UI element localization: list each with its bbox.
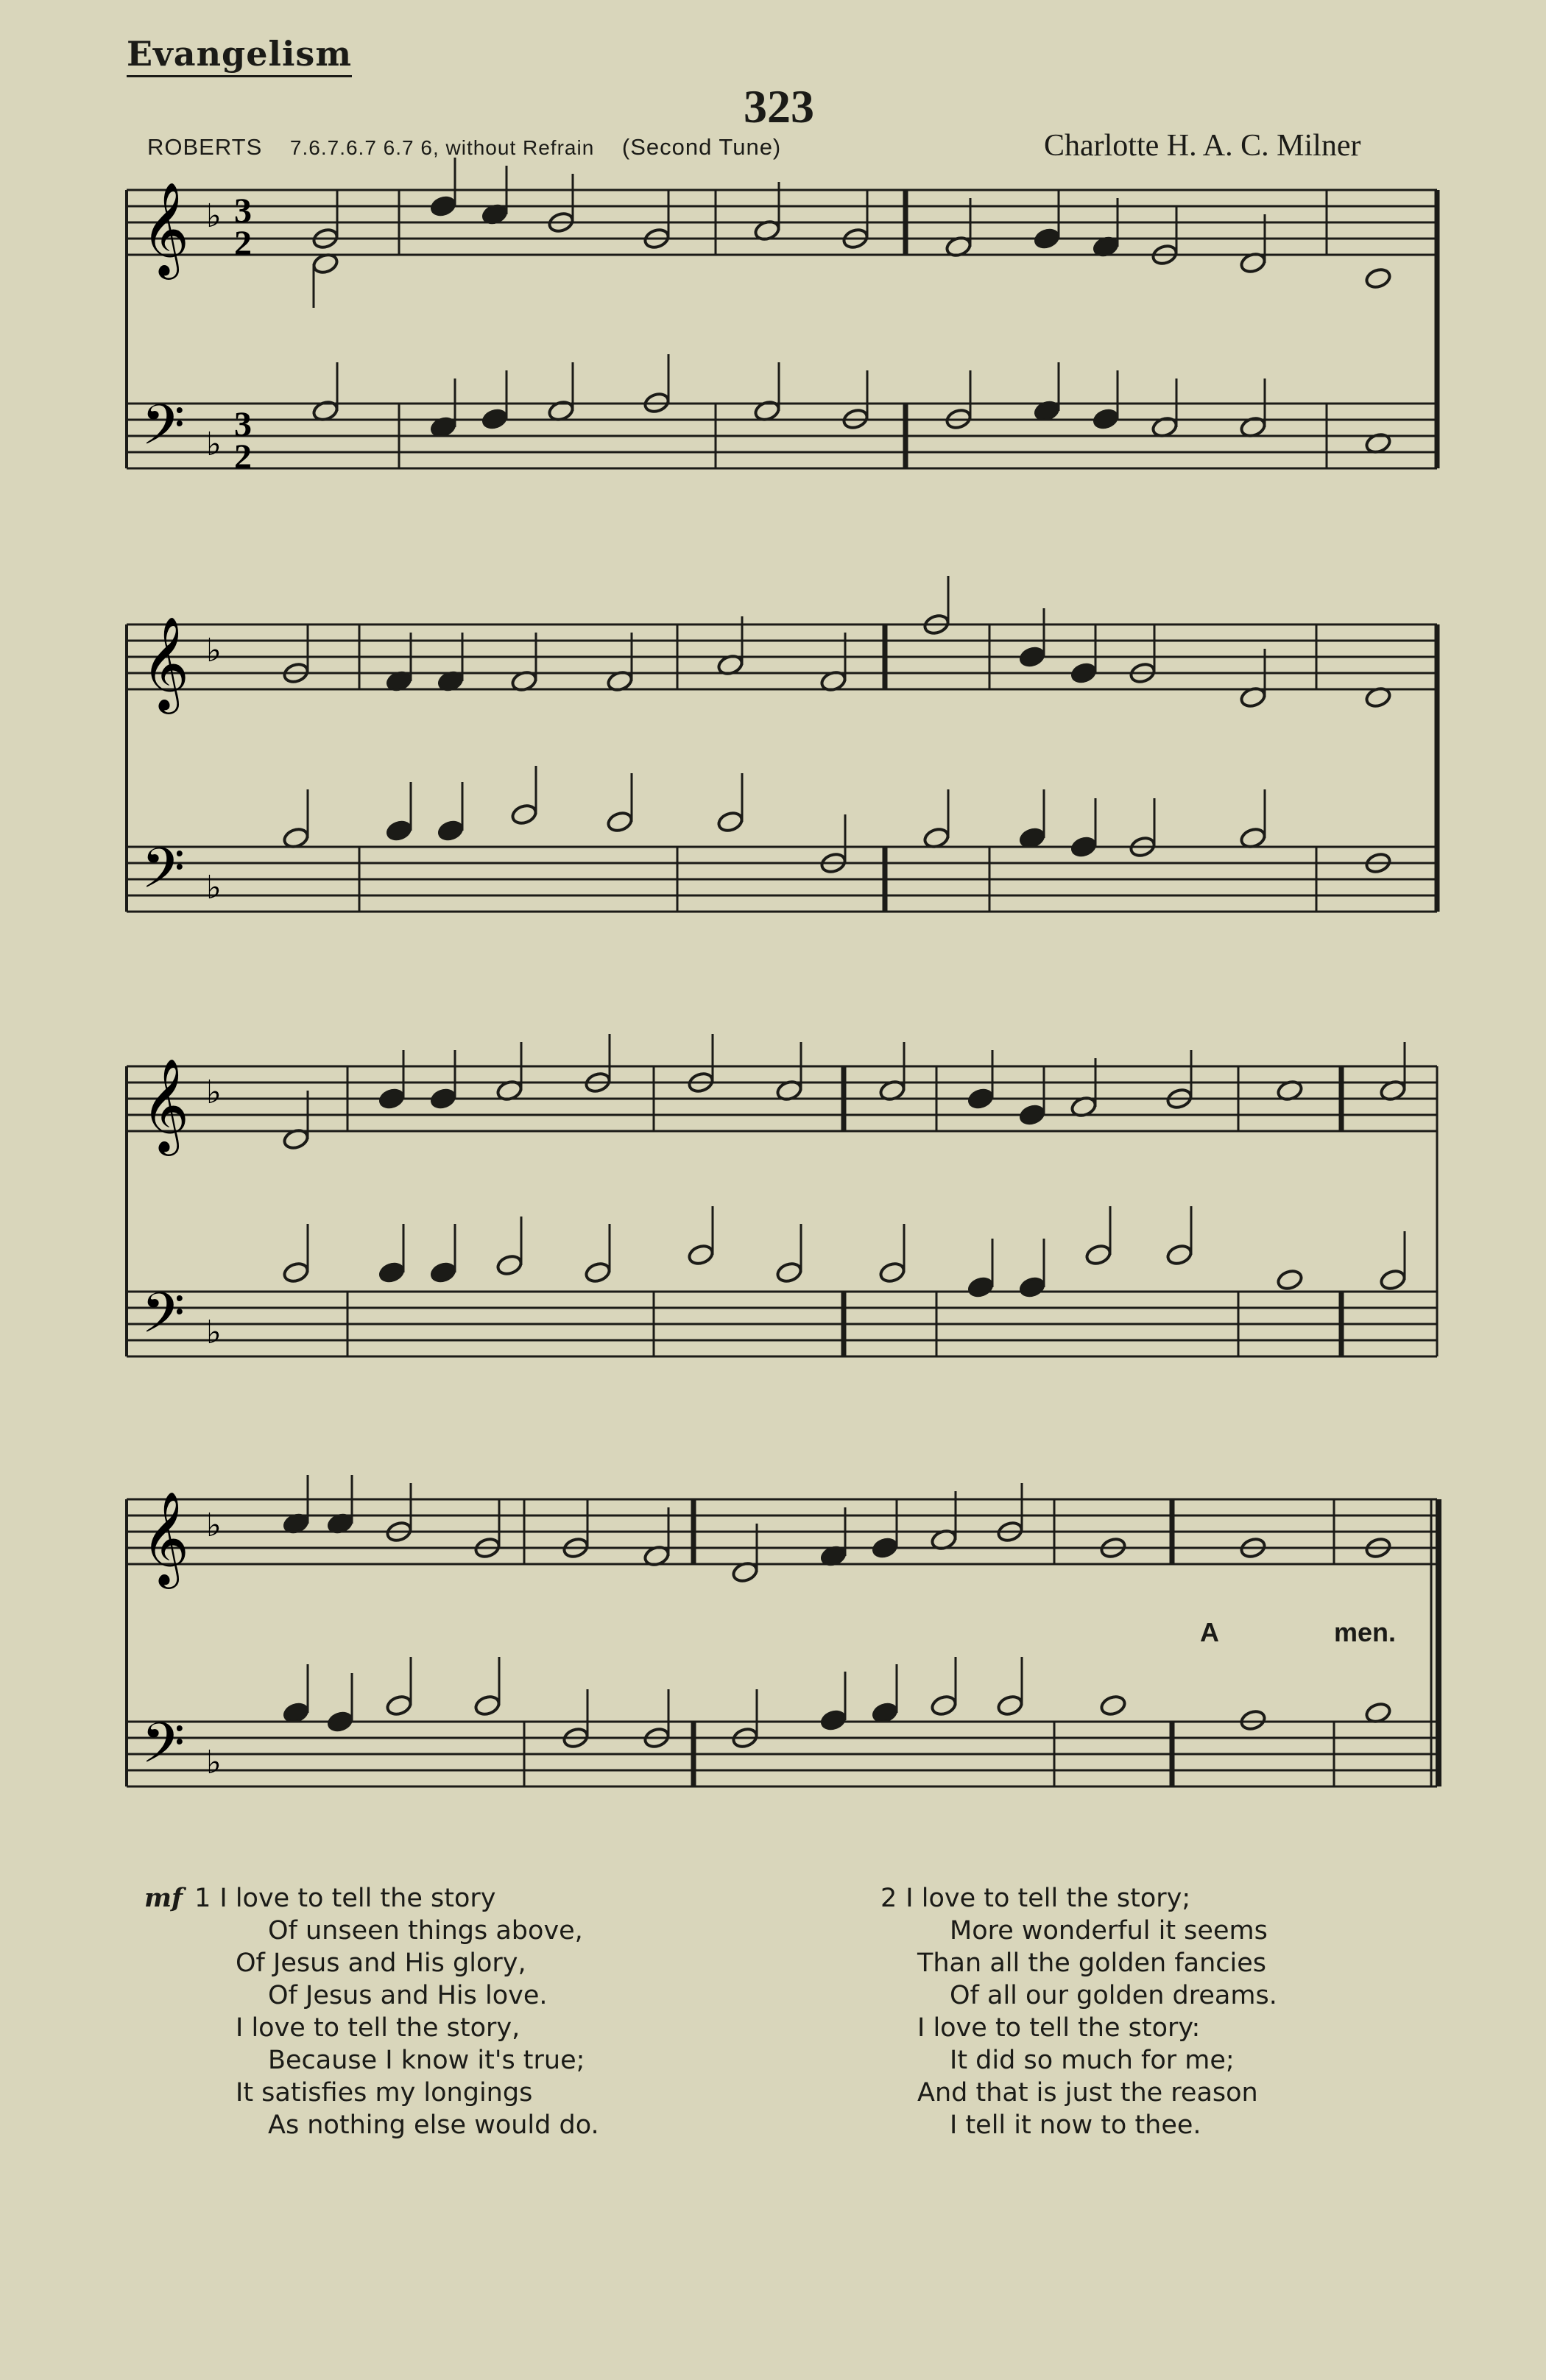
verse-line: Of unseen things above, <box>268 1916 583 1946</box>
svg-text:♭: ♭ <box>206 426 222 463</box>
meter: 7.6.7.6.7 6.7 6, without Refrain <box>289 136 595 159</box>
verse-line: Of Jesus and His glory, <box>236 1948 526 1978</box>
tune-note: (Second Tune) <box>621 134 782 160</box>
hymn-number: 323 <box>744 80 814 133</box>
svg-text:♭: ♭ <box>206 197 222 235</box>
verse-1 <box>144 1882 599 2141</box>
svg-text:♭: ♭ <box>206 1744 222 1781</box>
verse-line: And that is just the reason <box>917 2078 1258 2108</box>
verse-line: I tell it now to thee. <box>950 2110 1201 2140</box>
system-1 <box>127 158 1437 476</box>
verse-2-line-1: 2 I love to tell the story; <box>880 1884 1191 1913</box>
svg-text:𝄢: 𝄢 <box>141 1711 186 1789</box>
verse-1-line-1: mf 1 I love to tell the story <box>144 1883 496 1913</box>
verse-line: I love to tell the story, <box>236 2013 520 2043</box>
amen-syllable-2: men. <box>1334 1617 1397 1647</box>
verse-line: I love to tell the story: <box>917 2013 1201 2043</box>
verse-line: Because I know it's true; <box>268 2046 585 2075</box>
svg-text:𝄞: 𝄞 <box>141 616 190 710</box>
svg-text:𝄞: 𝄞 <box>141 1057 190 1152</box>
verse-line: As nothing else would do. <box>268 2110 599 2140</box>
svg-text:𝄢: 𝄢 <box>141 836 186 915</box>
verse-line: Than all the golden fancies <box>917 1948 1267 1978</box>
svg-text:3: 3 <box>234 191 252 230</box>
verse-line: Of Jesus and His love. <box>268 1981 548 2010</box>
svg-text:2: 2 <box>234 437 252 476</box>
tune-name: ROBERTS <box>147 134 263 160</box>
svg-text:♭: ♭ <box>206 1074 222 1111</box>
svg-text:♭: ♭ <box>206 1507 222 1544</box>
svg-text:𝄢: 𝄢 <box>141 1281 186 1359</box>
author: Charlotte H. A. C. Milner <box>1044 129 1361 163</box>
verse-line: It satisfies my longings <box>236 2078 533 2108</box>
svg-text:2: 2 <box>234 224 252 263</box>
svg-text:𝄢: 𝄢 <box>141 392 186 471</box>
section-title: Evangelism <box>127 34 352 77</box>
verse-line: Of all our golden dreams. <box>950 1981 1277 2010</box>
svg-text:𝄞: 𝄞 <box>141 181 190 275</box>
svg-text:♭: ♭ <box>206 869 222 906</box>
verse-line: More wonderful it seems <box>950 1916 1268 1946</box>
svg-text:♭: ♭ <box>206 632 222 669</box>
system-3 <box>127 1034 1437 1359</box>
system-4 <box>127 1475 1439 1789</box>
svg-text:♭: ♭ <box>206 1314 222 1351</box>
svg-text:𝄞: 𝄞 <box>141 1490 190 1585</box>
dynamic-marking: mf <box>144 1883 183 1913</box>
verse-line: It did so much for me; <box>950 2046 1235 2075</box>
verse-2 <box>880 1882 1277 2141</box>
svg-text:3: 3 <box>234 405 252 444</box>
verse-number: 1 <box>194 1884 211 1913</box>
verse-number: 2 <box>880 1884 897 1913</box>
amen-syllable-1: A <box>1200 1617 1219 1647</box>
system-2 <box>127 576 1437 915</box>
